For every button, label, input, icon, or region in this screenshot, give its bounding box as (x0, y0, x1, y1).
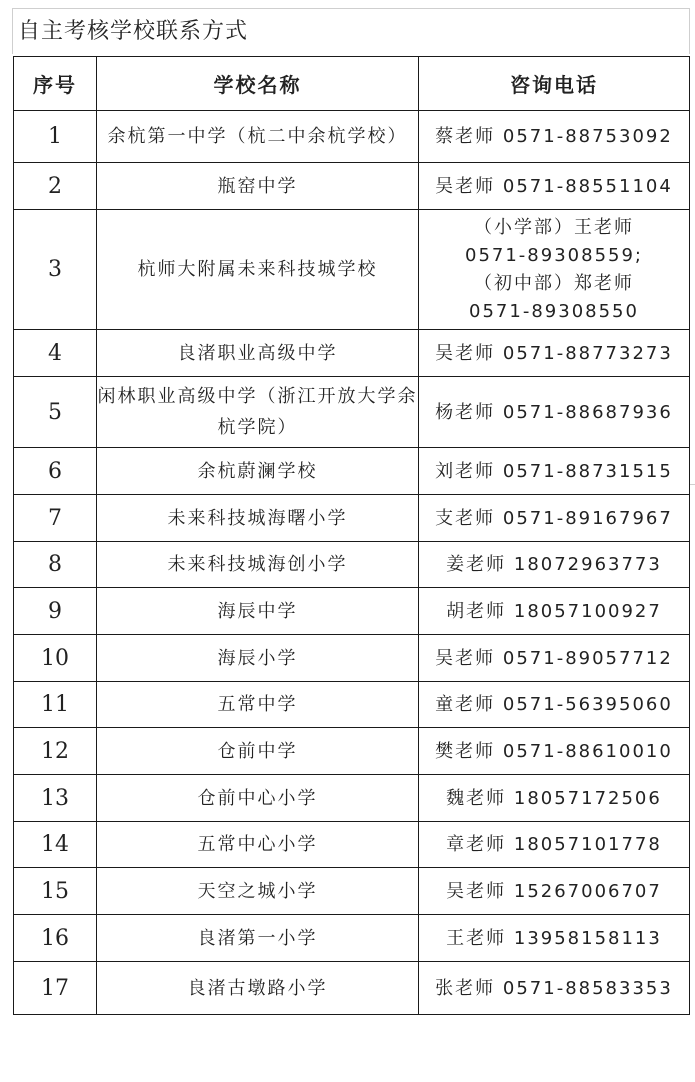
table-header-row (14, 57, 690, 111)
table-body (14, 111, 690, 1015)
school-name: 海辰小学 (97, 635, 419, 682)
school-name: 闲林职业高级中学（浙江开放大学余杭学院） (97, 377, 419, 448)
contact-phone: 吴老师 15267006707 (419, 868, 690, 915)
row-number: 3 (14, 210, 97, 330)
table-row (14, 868, 690, 915)
school-name: 未来科技城海曙小学 (97, 495, 419, 542)
contact-phone: 吴老师 0571-88773273 (419, 330, 690, 377)
school-name: 五常中学 (97, 682, 419, 728)
table-row (14, 822, 690, 868)
contact-table (13, 56, 690, 1015)
table-row (14, 728, 690, 775)
school-name: 余杭蔚澜学校 (97, 448, 419, 495)
contact-phone: 章老师 18057101778 (419, 822, 690, 868)
row-number: 8 (14, 542, 97, 588)
contact-phone: 蔡老师 0571-88753092 (419, 111, 690, 163)
table-row (14, 588, 690, 635)
school-name: 仓前中心小学 (97, 775, 419, 822)
table-row (14, 111, 690, 163)
table-row (14, 635, 690, 682)
contact-phone: 王老师 13958158113 (419, 915, 690, 962)
contact-phone: 杨老师 0571-88687936 (419, 377, 690, 448)
row-number: 15 (14, 868, 97, 915)
school-name: 未来科技城海创小学 (97, 542, 419, 588)
school-name: 仓前中学 (97, 728, 419, 775)
school-name: 海辰中学 (97, 588, 419, 635)
contact-phone: 张老师 0571-88583353 (419, 962, 690, 1015)
page-title: 自主考核学校联系方式 (18, 19, 249, 44)
table-row (14, 682, 690, 728)
contact-phone: 胡老师 18057100927 (419, 588, 690, 635)
contact-phone: 童老师 0571-56395060 (419, 682, 690, 728)
contact-phone: （小学部）王老师 0571-89308559; （初中部）郑老师 0571-89308550 (419, 210, 690, 330)
table-row (14, 210, 690, 330)
contact-phone: 樊老师 0571-88610010 (419, 728, 690, 775)
table-row (14, 775, 690, 822)
school-name: 天空之城小学 (97, 868, 419, 915)
row-number: 16 (14, 915, 97, 962)
school-name: 良渚第一小学 (97, 915, 419, 962)
sheet-gridline (690, 484, 695, 485)
header-number: 序号 (14, 57, 97, 111)
row-number: 13 (14, 775, 97, 822)
school-name: 余杭第一中学（杭二中余杭学校） (97, 111, 419, 163)
contact-phone: 姜老师 18072963773 (419, 542, 690, 588)
row-number: 2 (14, 163, 97, 210)
table-row (14, 542, 690, 588)
school-name: 良渚古墩路小学 (97, 962, 419, 1015)
row-number: 11 (14, 682, 97, 728)
row-number: 12 (14, 728, 97, 775)
row-number: 5 (14, 377, 97, 448)
table-row (14, 377, 690, 448)
table-row (14, 915, 690, 962)
table-row (14, 448, 690, 495)
row-number: 6 (14, 448, 97, 495)
contact-phone: 支老师 0571-89167967 (419, 495, 690, 542)
header-phone: 咨询电话 (419, 57, 690, 111)
row-number: 9 (14, 588, 97, 635)
table-row (14, 495, 690, 542)
row-number: 14 (14, 822, 97, 868)
school-name: 五常中心小学 (97, 822, 419, 868)
contact-phone: 吴老师 0571-89057712 (419, 635, 690, 682)
school-name: 瓶窑中学 (97, 163, 419, 210)
contact-phone: 魏老师 18057172506 (419, 775, 690, 822)
row-number: 10 (14, 635, 97, 682)
row-number: 7 (14, 495, 97, 542)
table-row (14, 962, 690, 1015)
school-name: 良渚职业高级中学 (97, 330, 419, 377)
row-number: 1 (14, 111, 97, 163)
row-number: 17 (14, 962, 97, 1015)
header-school-name: 学校名称 (97, 57, 419, 111)
table-row (14, 330, 690, 377)
table-row (14, 163, 690, 210)
contact-phone: 刘老师 0571-88731515 (419, 448, 690, 495)
school-name: 杭师大附属未来科技城学校 (97, 210, 419, 330)
contact-phone: 吴老师 0571-88551104 (419, 163, 690, 210)
row-number: 4 (14, 330, 97, 377)
